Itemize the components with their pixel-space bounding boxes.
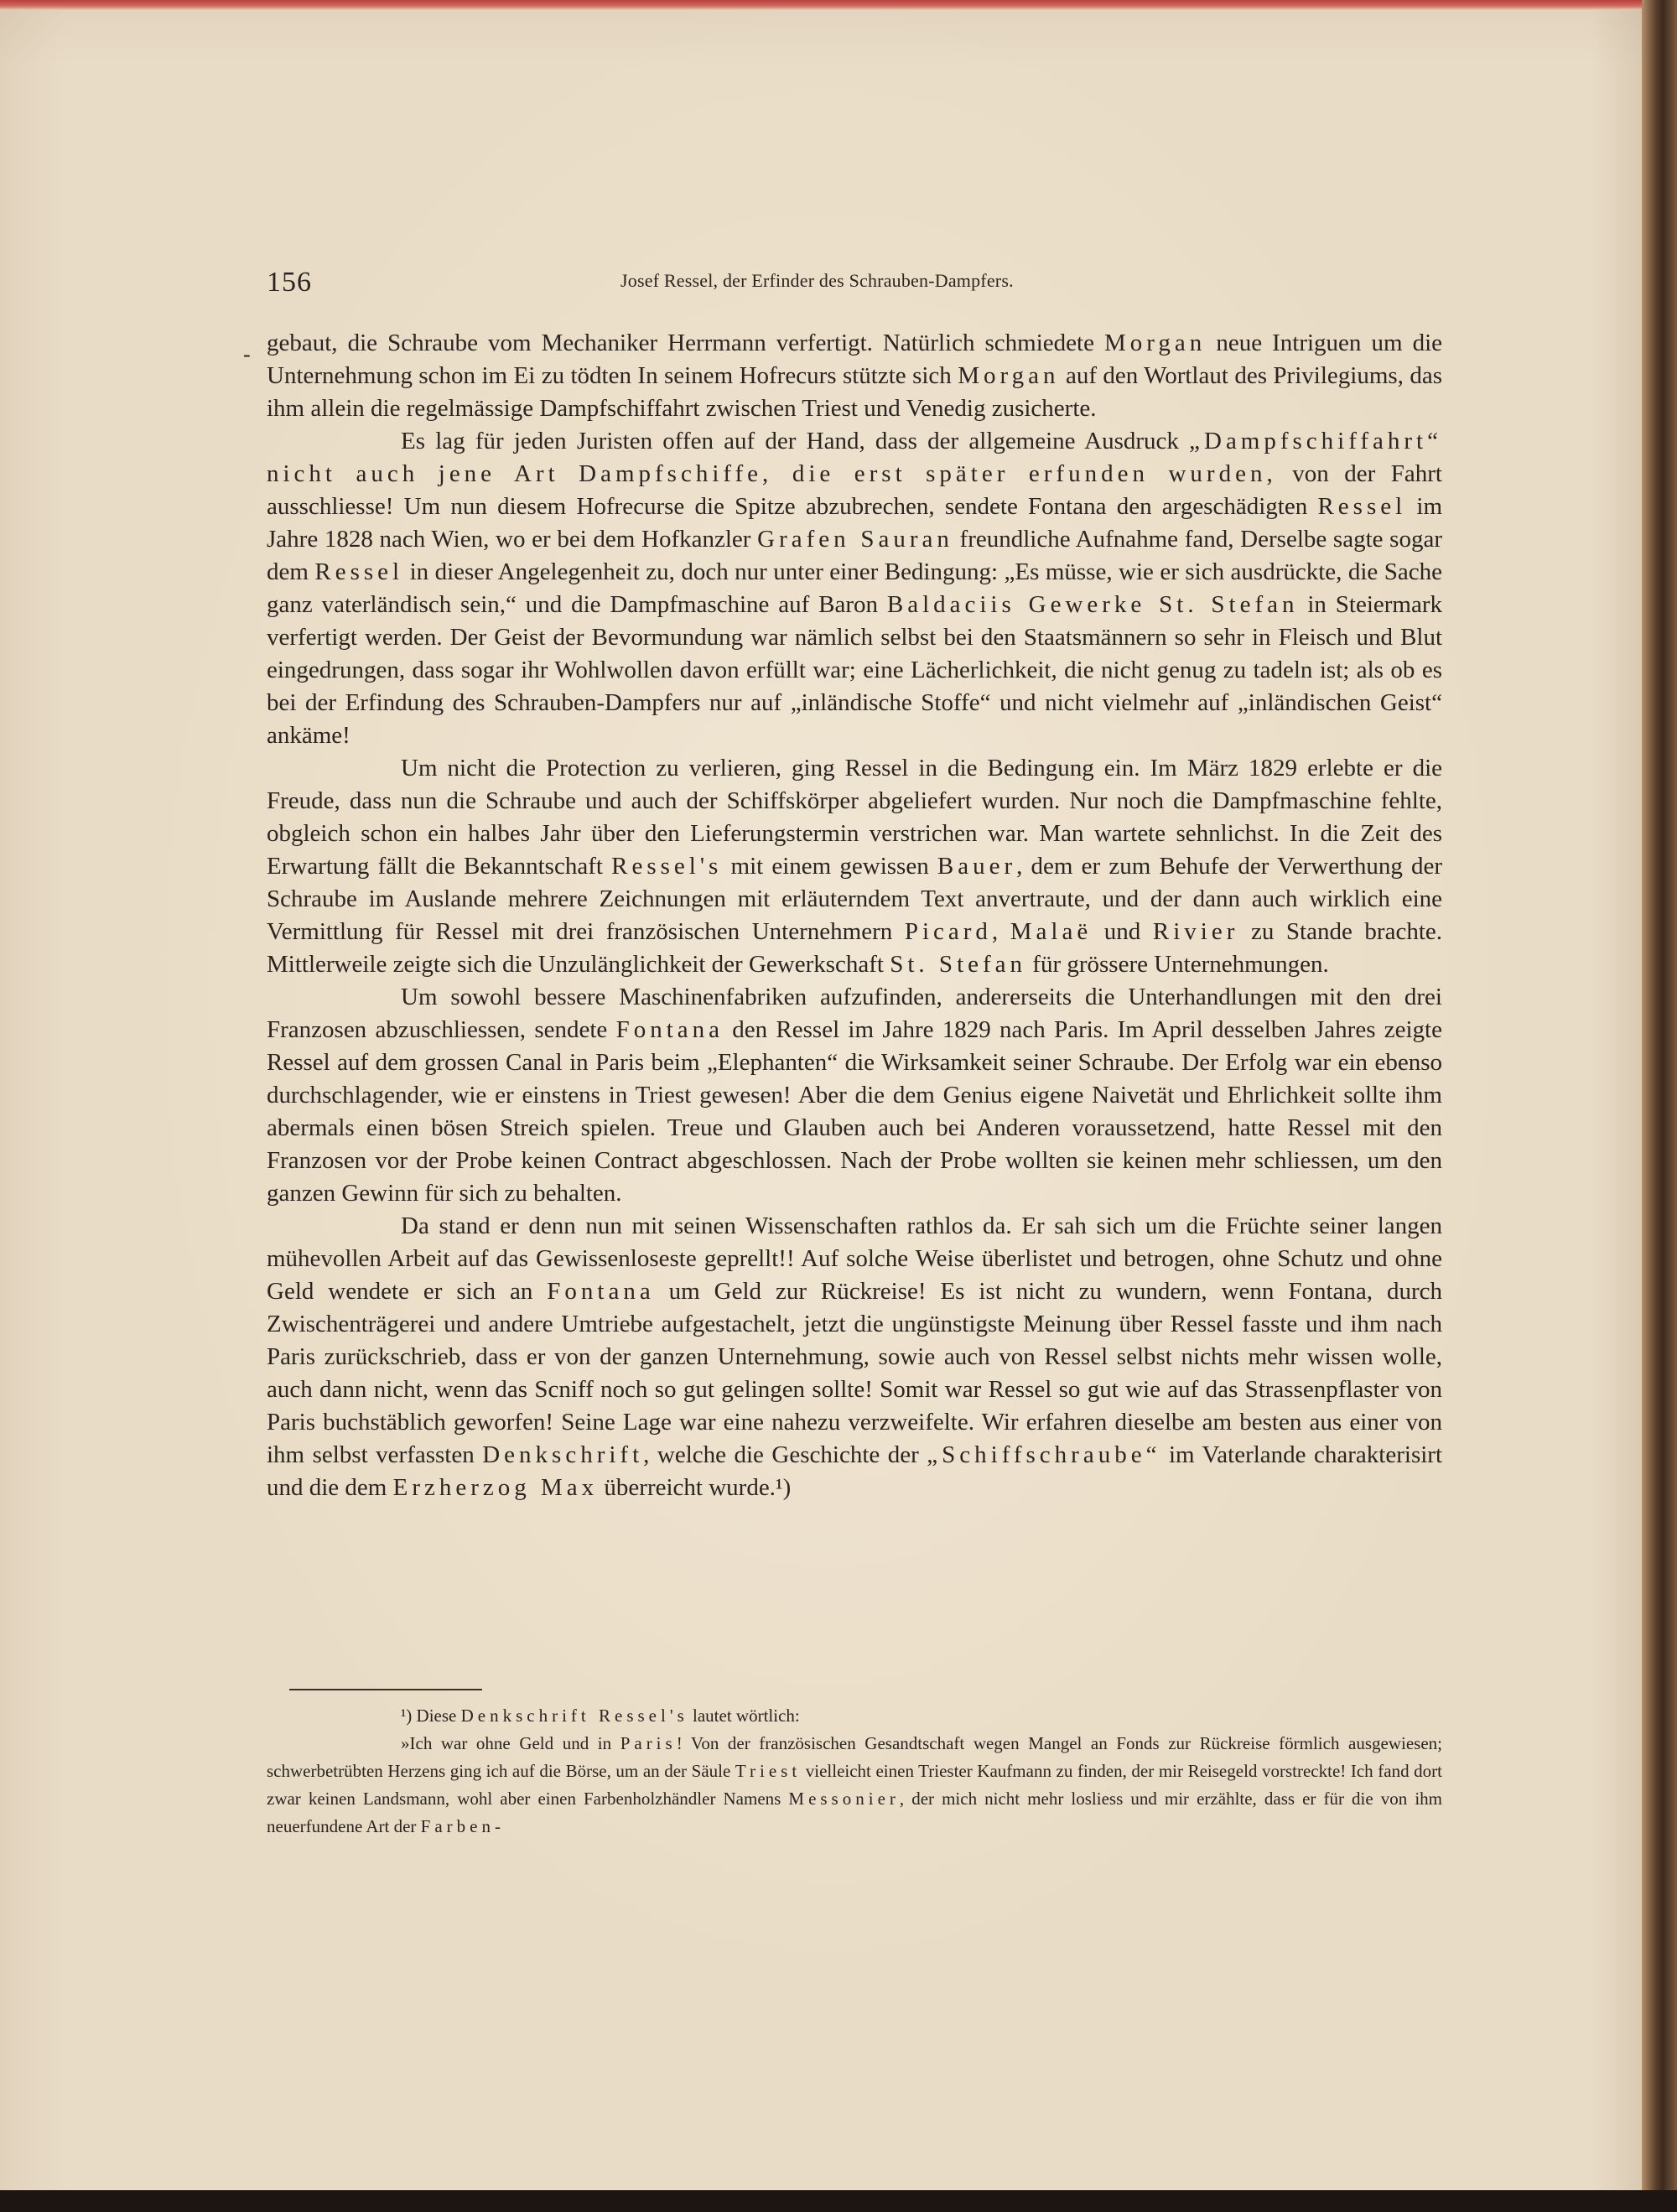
body-text [267, 327, 1442, 1504]
margin-mark: - [243, 342, 251, 366]
book-binding-edge [1642, 0, 1677, 2190]
page-number: 156 [267, 267, 312, 298]
paragraph-2: Es lag für jeden Juristen offen auf der Hand, dass der allgemeine Ausdruck „Dampfschiffahrt“ nicht auch jene Art Dampfschiffe, die erst später erfunden wurden, von der Fahrt ausschliesse! Um nun diesem Hofrecurse die Spitze abzubrechen, sendete Fontana den argeschädigten Ressel im Jahre 1828 nach Wien, wo er bei dem Hofkanzler Grafen Sauran freundliche Aufnahme fand, Derselbe sagte sogar dem Ressel in dieser Angelegenheit zu, doch nur unter einer Bedingung: „Es müsse, wie er sich ausdrückte, die Sache ganz vaterländisch sein,“ und die Dampfmaschine auf Baron Baldaciis Gewerke St. Stefan in Steiermark verfertigt werden. Der Geist der Bevormundung war nämlich selbst bei den Staatsmännern so sehr in Fleisch und Blut eingedrungen, dass sogar ihr Wohlwollen davon erfüllt war; eine Lächerlichkeit, die nicht genug zu tadeln ist; als ob es bei der Erfindung des Schrauben-Dampfers nur auf „inländische Stoffe“ und nicht vielmehr auf „inländischen Geist“ ankäme! [267, 428, 1443, 749]
footnote-1-text: »Ich war ohne Geld und in Paris! Von der französischen Gesandtschaft wegen Mangel an Fonds zur Rückreise förmlich ausgewiesen; schwerbetrübten Herzens ging ich auf die Börse, um an der Säule Triest vielleicht einen Triester Kaufmann zu finden, der mir Reisegeld vorstreckte! Ich fand dort zwar keinen Landsmann, wohl aber einen Farbenholzhändler Namens Messonier, der mich nicht mehr losliess und mir erzählte, dass er für die von ihm neuerfundene Art der Farben- [267, 1733, 1443, 1836]
footnotes [267, 1702, 1442, 1841]
footnote-1-intro: ¹) Diese Denkschrift Ressel's lautet wörtlich: [401, 1706, 800, 1726]
paragraph-3: Um nicht die Protection zu verlieren, ging Ressel in die Bedingung ein. Im März 1829 erlebte er die Freude, dass nun die Schraube und auch der Schiffskörper abgeliefert wurden. Nur noch die Dampfmaschine fehlte, obgleich schon ein halbes Jahr über den Lieferungstermin verstrichen war. Man wartete sehnlichst. In die Zeit des Erwartung fällt die Bekanntschaft Ressel's mit einem gewissen Bauer, dem er zum Behufe der Verwerthung der Schraube im Auslande mehrere Zeichnungen mit erläuterndem Text anvertraute, und der dann auch wirklich eine Vermittlung für Ressel mit drei französischen Unternehmern Picard, Malaë und Rivier zu Stande brachte. Mittlerweile zeigte sich die Unzulänglichkeit der Gewerkschaft St. Stefan für grössere Unternehmungen. [267, 755, 1443, 978]
paragraph-1: gebaut, die Schraube vom Mechaniker Herrmann verfertigt. Natürlich schmiedete Morgan neue Intriguen um die Unternehmung schon im Ei zu tödten In seinem Hofrecurs stützte sich Morgan auf den Wortlaut des Privilegiums, das ihm allein die regelmässige Dampfschiffahrt zwischen Triest und Venedig zusicherte. [267, 330, 1443, 422]
paragraph-5: Da stand er denn nun mit seinen Wissenschaften rathlos da. Er sah sich um die Früchte seiner langen mühevollen Arbeit auf das Gewissenloseste geprellt!! Auf solche Weise überlistet und betrogen, ohne Schutz und ohne Geld wendete er sich an Fontana um Geld zur Rückreise! Es ist nicht zu wundern, wenn Fontana, durch Zwischenträgerei und andere Umtriebe aufgestachelt, jetzt die ungünstigste Meinung über Ressel fasste und ihm nach Paris zurückschrieb, dass er von der ganzen Unternehmung, sowie auch von Ressel selbst nichts mehr wissen wolle, auch dann nicht, wenn das Scniff noch so gut gelingen sollte! Somit war Ressel so gut wie auf das Strassenpflaster von Paris buchstäblich geworfen! Seine Lage war eine nahezu verzweifelte. Wir erfahren dieselbe am besten aus einer von ihm selbst verfassten Denkschrift, welche die Geschichte der „Schiffschraube“ im Vaterlande charakterisirt und die dem Erzherzog Max überreicht wurde.¹) [267, 1212, 1442, 1501]
running-head: Josef Ressel, der Erfinder des Schrauben-Dampfers. [620, 270, 1014, 291]
footnote-divider [289, 1689, 482, 1690]
paragraph-4: Um sowohl bessere Maschinenfabriken aufzufinden, andererseits die Unterhandlungen mit den drei Franzosen abzuschliessen, sendete Fontana den Ressel im Jahre 1829 nach Paris. Im April desselben Jahres zeigte Ressel auf dem grossen Canal in Paris beim „Elephanten“ die Wirksamkeit seiner Schraube. Der Erfolg war ein ebenso durchschlagender, wie er einstens in Triest gewesen! Aber die dem Genius eigene Naivetät und Ehrlichkeit sollte ihm abermals einen bösen Streich spielen. Treue und Glauben auch bei Anderen voraussetzend, hatte Ressel mit den Franzosen vor der Probe keinen Contract abgeschlossen. Nach der Probe wollten sie keinen mehr schliessen, um den ganzen Gewinn für sich zu behalten. [267, 984, 1442, 1207]
red-top-edge [0, 0, 1677, 10]
